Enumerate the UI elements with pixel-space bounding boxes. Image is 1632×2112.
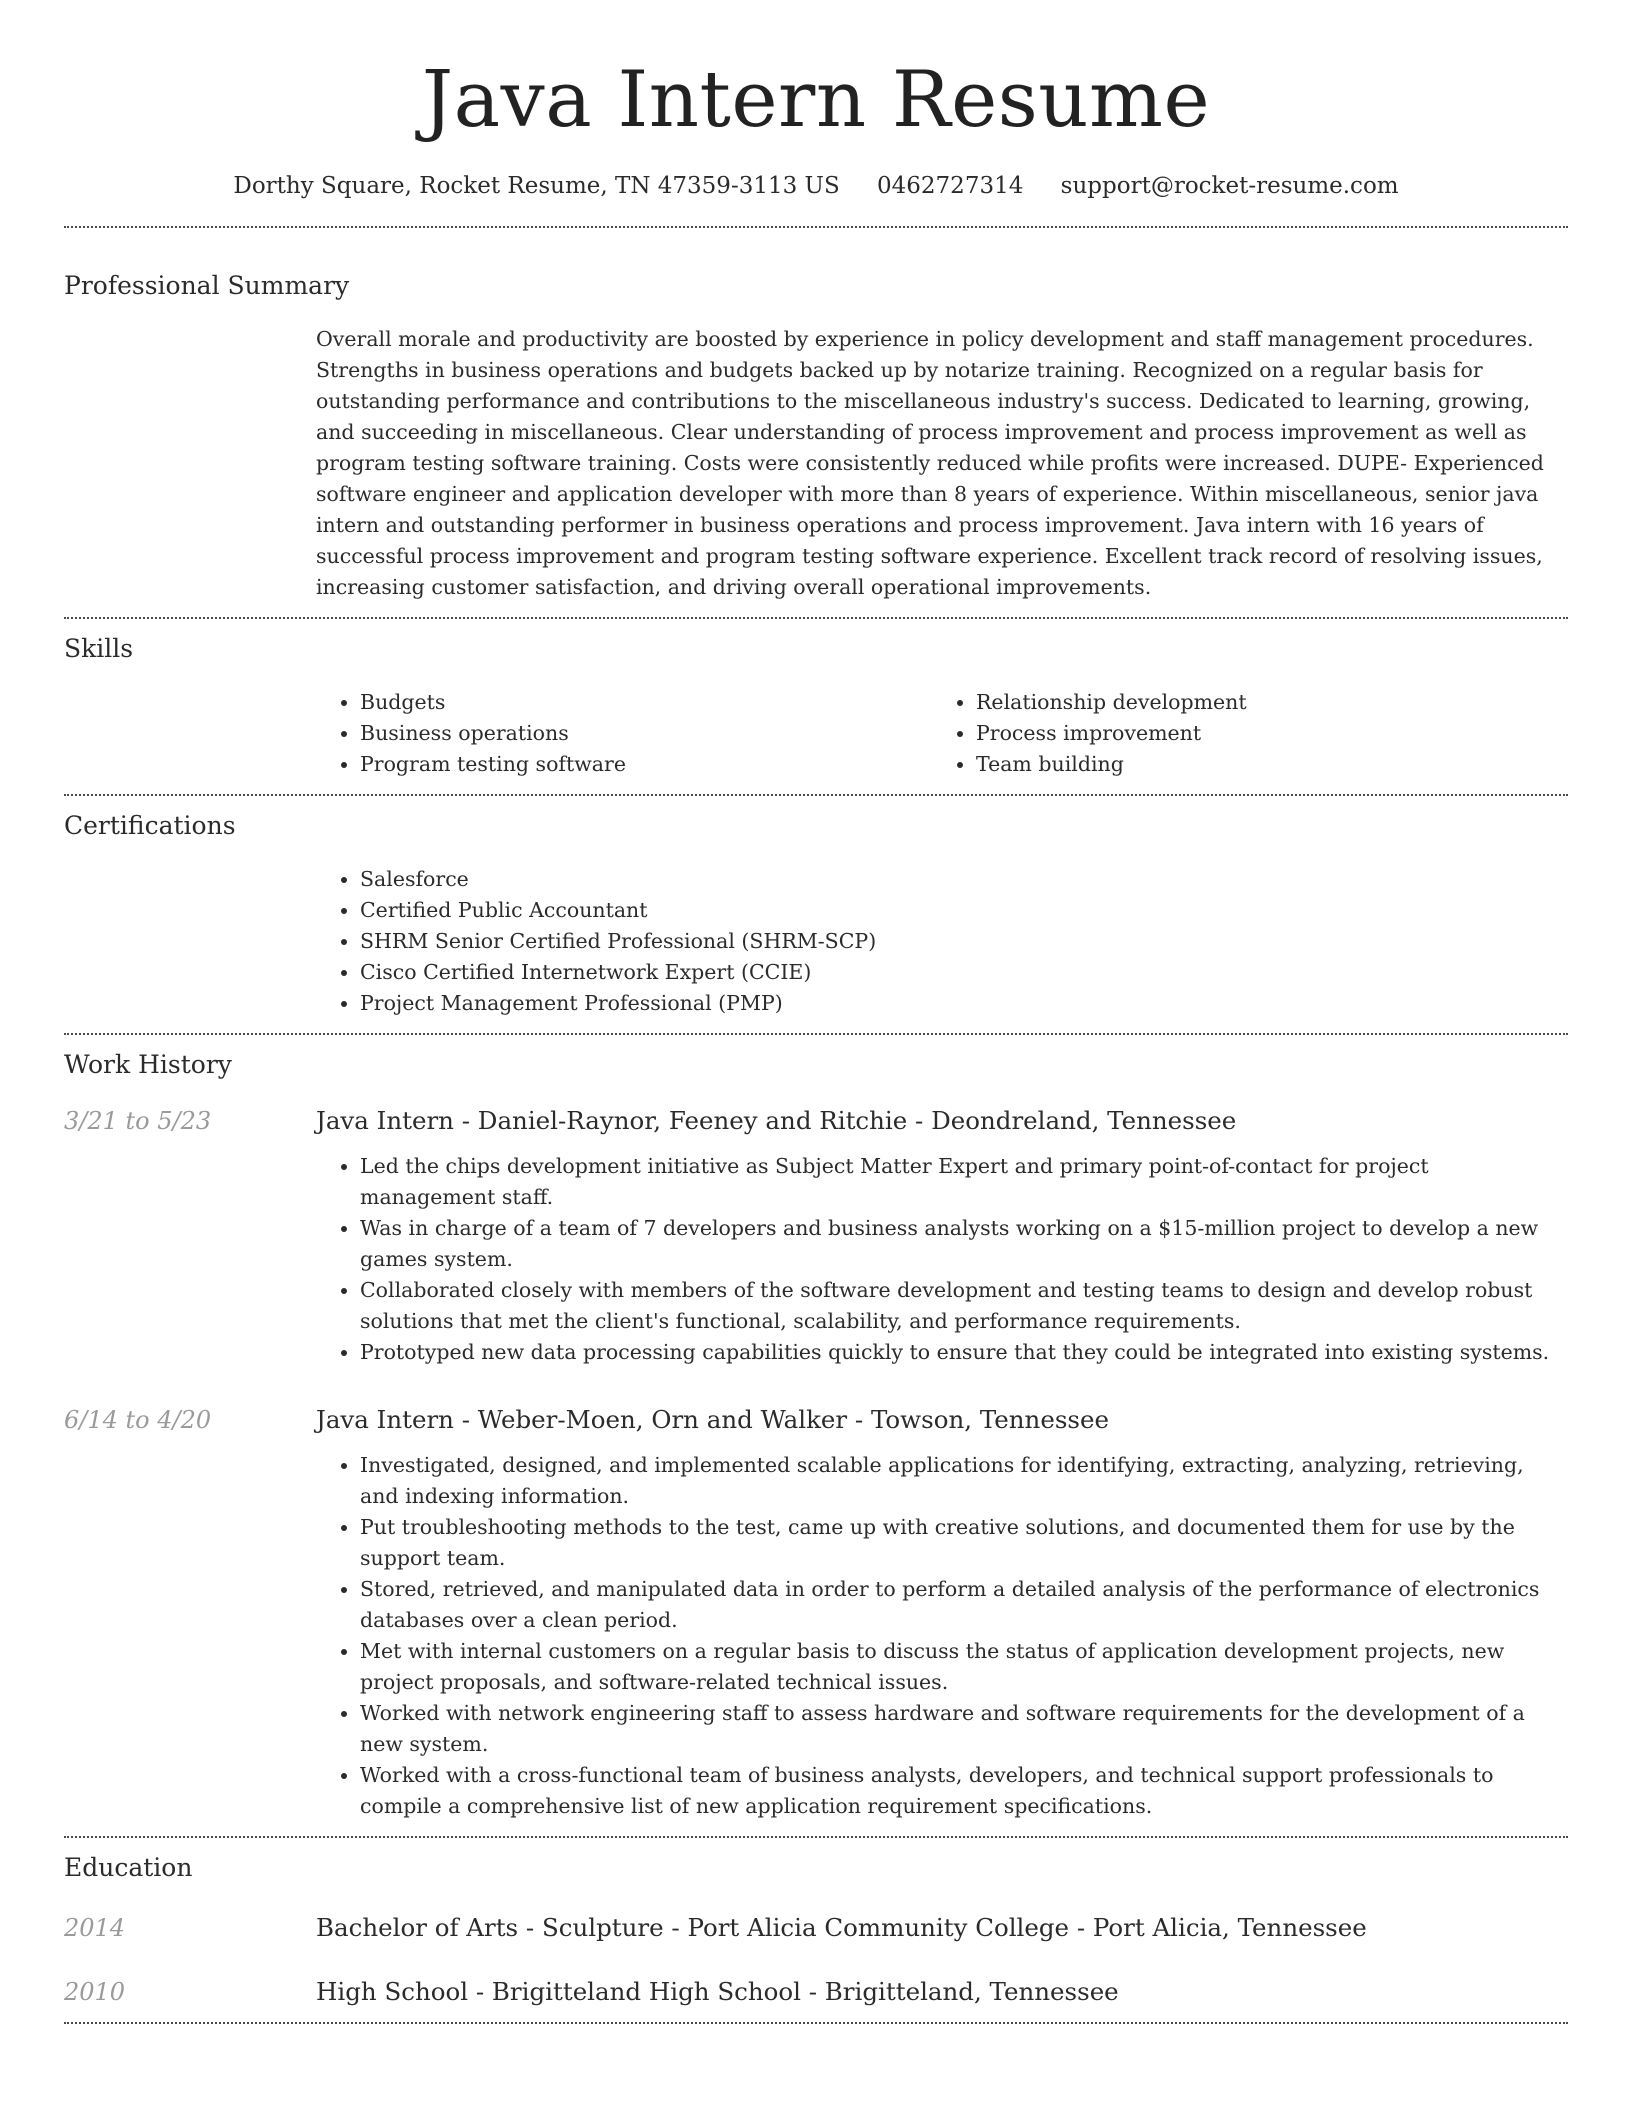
skill-item: • Budgets: [360, 687, 932, 718]
education-degree: Bachelor of Arts - Sculpture - Port Alicia Community College - Port Alicia, Tennessee: [316, 1913, 1367, 1942]
skills-list-right: [932, 687, 1548, 780]
resume-title: Java Intern Resume: [421, 55, 1211, 145]
job-dates: 3/21 to 5/23: [64, 1107, 212, 1135]
certification-item: • Cisco Certified Internetwork Expert (CCIE): [360, 957, 1568, 988]
skill-item: • Process improvement: [976, 718, 1548, 749]
education-entry: [64, 1912, 1568, 1944]
job-bullets: [316, 1151, 1568, 1368]
job-bullet: • Worked with network engineering staff to assess hardware and software requirements for the development of a new system.: [360, 1698, 1568, 1760]
summary-heading: Professional Summary: [64, 271, 350, 300]
certifications-list: [316, 864, 1568, 1019]
job-bullet: • Worked with a cross-functional team of business analysts, developers, and technical support professionals to compile a comprehensive list of new application requirement specifications.: [360, 1760, 1568, 1822]
contact-phone: 0462727314: [877, 173, 1024, 199]
job-title: Java Intern - Weber-Moen, Orn and Walker - Towson, Tennessee: [316, 1405, 1109, 1434]
skills-heading: Skills: [64, 634, 134, 663]
skill-item: • Team building: [976, 749, 1548, 780]
certification-item: • SHRM Senior Certified Professional (SHRM-SCP): [360, 926, 1568, 957]
work-heading: Work History: [64, 1050, 232, 1079]
certification-item: • Project Management Professional (PMP): [360, 988, 1568, 1019]
certification-item: • Salesforce: [360, 864, 1568, 895]
job-bullet: • Prototyped new data processing capabilities quickly to ensure that they could be integrated into existing systems.: [360, 1337, 1568, 1368]
skills-grid: [316, 687, 1568, 780]
education-section: [64, 1838, 1568, 2022]
certifications-heading: Certifications: [64, 811, 236, 840]
summary-text: Overall morale and productivity are boosted by experience in policy development and staff management procedures. Strengths in business operations and budgets backed up by notarize training. Recognized on a regular basis for outstanding performance and contributions to the miscellaneous industry's success. Dedicated to learning, growing, and succeeding in miscellaneous. Clear understanding of process improvement and process improvement as well as program testing software training. Costs were consistently reduced while profits were increased. DUPE- Experienced software engineer and application developer with more than 8 years of experience. Within miscellaneous, senior java intern and outstanding performer in business operations and process improvement. Java intern with 16 years of successful process improvement and program testing software experience. Excellent track record of resolving issues, increasing customer satisfaction, and driving overall operational improvements.: [316, 327, 1544, 599]
skill-item: • Relationship development: [976, 687, 1548, 718]
job-bullet: • Led the chips development initiative as Subject Matter Expert and primary point-of-contact for project management staff.: [360, 1151, 1568, 1213]
education-entry: [64, 1976, 1568, 2008]
certification-item: • Certified Public Accountant: [360, 895, 1568, 926]
education-year: 2010: [64, 1978, 126, 2006]
job-bullet: • Collaborated closely with members of the software development and testing teams to design and develop robust solutions that met the client's functional, scalability, and performance requirements.: [360, 1275, 1568, 1337]
skills-section: [64, 619, 1568, 794]
job-dates: 6/14 to 4/20: [64, 1406, 212, 1434]
certifications-section: [64, 796, 1568, 1033]
contact-address: Dorthy Square, Rocket Resume, TN 47359-3113 US: [233, 173, 840, 199]
job-bullet: • Put troubleshooting methods to the test, came up with creative solutions, and documented them for use by the support team.: [360, 1512, 1568, 1574]
education-year: 2014: [64, 1914, 126, 1942]
work-section: [64, 1035, 1568, 1836]
job-bullet: • Investigated, designed, and implemented scalable applications for identifying, extracting, analyzing, retrieving, and indexing information.: [360, 1450, 1568, 1512]
skill-item: • Business operations: [360, 718, 932, 749]
job-entry: [64, 1404, 1568, 1822]
contact-email: support@rocket-resume.com: [1060, 173, 1399, 199]
job-bullets: [316, 1450, 1568, 1822]
divider: [64, 2022, 1568, 2024]
education-heading: Education: [64, 1853, 193, 1882]
job-bullet: • Was in charge of a team of 7 developers and business analysts working on a $15-million project to develop a new games system.: [360, 1213, 1568, 1275]
job-bullet: • Stored, retrieved, and manipulated data in order to perform a detailed analysis of the performance of electronics databases over a clean period.: [360, 1574, 1568, 1636]
job-bullet: • Met with internal customers on a regular basis to discuss the status of application development projects, new project proposals, and software-related technical issues.: [360, 1636, 1568, 1698]
contact-line: [64, 168, 1568, 204]
job-entry: [64, 1105, 1568, 1368]
skills-list-left: [316, 687, 932, 780]
skill-item: • Program testing software: [360, 749, 932, 780]
job-title: Java Intern - Daniel-Raynor, Feeney and Ritchie - Deondreland, Tennessee: [316, 1106, 1237, 1135]
summary-section: [64, 228, 1568, 617]
education-degree: High School - Brigitteland High School - Brigitteland, Tennessee: [316, 1977, 1119, 2006]
